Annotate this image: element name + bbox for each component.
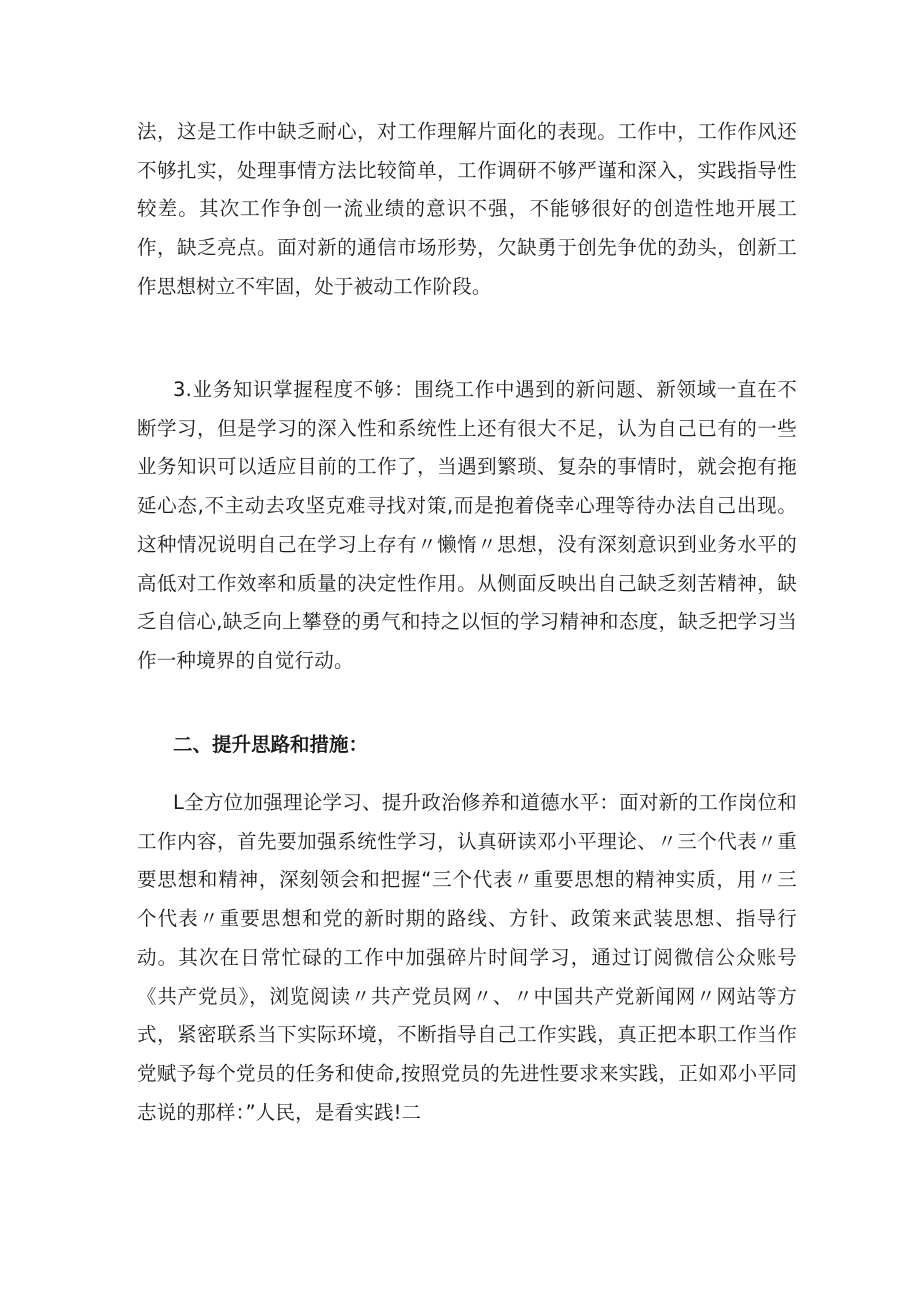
paragraph-business-knowledge: 3.业务知识掌握程度不够：围绕工作中遇到的新问题、新领域一直在不断学习，但是学习的深入性和系统性上还有很大不足，认为自己已有的一些业务知识可以适应目前的工作了，当遇到繁琐、复杂的事情时，就会抱有拖延心态,不主动去攻坚克难寻找对策,而是抱着侥幸心理等待办法自己出现。这种情况说明自己在学习上存有〃懒惰〃思想，没有深刻意识到业务水平的高低对工作效率和质量的决定性作用。从侧面反映出自己缺乏刻苦精神，缺乏自信心,缺乏向上攀登的勇气和持之以恒的学习精神和态度，缺乏把学习当作一种境界的自觉行动。: [137, 378, 797, 672]
section-heading: 二、提升思路和措施：: [173, 733, 369, 756]
paragraph-work-style: 法，这是工作中缺乏耐心，对工作理解片面化的表现。工作中，工作作风还不够扎实，处理事情方法比较简单，工作调研不够严谨和深入，实践指导性较差。其次工作争创一流业绩的意识不强，不能够很好的创造性地开展工作，缺乏亮点。面对新的通信市场形势，欠缺勇于创先争优的劲头，创新工作思想树立不牢固，处于被动工作阶段。: [137, 120, 797, 298]
paragraph-theory-study: L全方位加强理论学习、提升政治修养和道德水平：面对新的工作岗位和工作内容，首先要加强系统性学习，认真研读邓小平理论、〃三个代表〃重要思想和精神，深刻领会和把握“三个代表〃重要思想的精神实质，用〃三个代表〃重要思想和党的新时期的路线、方针、政策来武装思想、指导行动。其次在日常忙碌的工作中加强碎片时间学习，通过订阅微信公众账号《共产党员》，浏览阅读〃共产党员网〃、〃中国共产党新闻网〃网站等方式，紧密联系当下实际环境，不断指导自己工作实践，真正把本职工作当作党赋予每个党员的任务和使命,按照党员的先进性要求来实践，正如邓小平同志说的那样：”人民，是看实践!二: [137, 791, 797, 1124]
